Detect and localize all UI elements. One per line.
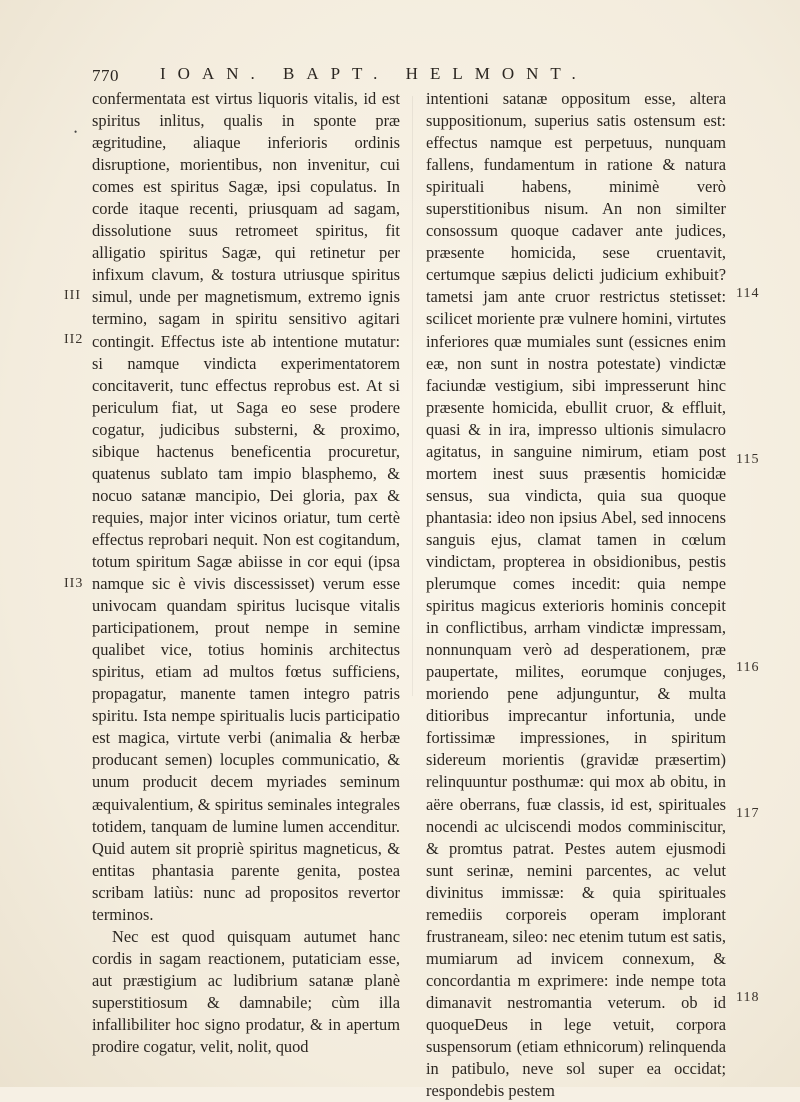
right-column [426, 88, 726, 1102]
left-column [92, 88, 400, 1058]
marginal-dot: • [74, 127, 78, 137]
margin-number-right: 118 [736, 990, 760, 1005]
margin-number-left: II3 [64, 576, 84, 591]
margin-number-right: 114 [736, 286, 760, 301]
right-paragraph: intentioni satanæ oppositum esse, altera suppositionum, superius satis ostensum est: effectus namque est perpetuus, nunquam fallens, fundamentum in ratione & natura spirituali habens, minimè verò superstitionibus nisum. An non similter consossum quoque cadaver ante judices, præsente homicida, sese cruentavit, certumque sæpius delicti judicium exhibuit? tametsi jam ante cruor restrictus stetisset: scilicet moriente præ vulnere homini, virtutes inferiores quæ mumiales sunt (essicnes enim eæ, non sunt in nostra potestate) vindictæ faciundæ vestigium, sibi impresserunt hinc præsente homicida, ebullit cruor, & effluit, quasi & in ira, impresso ultionis simulacro agitatus, in sanguine nimirum, etiam post mortem inest suus præsentis homicidæ sensus, sua vindicta, quia sua quoque phantasia: ideo non ipsius Abel, sed innocens sanguis ejus, clamat tamen in cœlum vindictam, propterea in obsidionibus, pestis plerumque comes incedit: quia nempe spiritus magicus exterioris hominis concepit in conflictibus, arrham vindictæ impressam, nonnunquam verò ad desperationem, præ paupertate, milites, eorumque conjuges, moriendo pene adjunguntur, & multa ditioribus imprecantur infortunia, unde fortissimæ impressiones, in spiritum sidereum morientis (gravidæ præsertim) relinquuntur posthumæ: qui mox ab obitu, in aëre oberrans, fuæ classis, id est, spirituales nocendi ac ulciscendi modos comminiscitur, & promtus patrat. Pestes autem ejusmodi sunt serinæ, nemini parcentes, ac velut divinitus immissæ: & quia spirituales remediis corporeis operam implorant frustraneam, sileo: nec etenim tutum est satis, mumiarum ad invicem connexum, & concordantia m exprimere: inde nempe tota dimanavit nestromantia veterum. ob id quoqueDeus in lege vetuit, corpora suspensorum (etiam ethnicorum) relinquenda in patibulo, neve sol super ea occidat; respondebis pestem [426, 89, 726, 1101]
running-head: IOAN. BAPT. HELMONT. [160, 64, 588, 83]
left-paragraph-2: Nec est quod quisquam autumet hanc cordis in sagam reactionem, putaticiam esse, aut præstigium ac ludibrium satanæ planè superstitiosum & damnabile; cùm illa infallibiliter hoc signo prodatur, & in apertum prodire cogatur, velit, nolit, quod [92, 926, 400, 1057]
left-paragraph-1: confermentata est virtus liquoris vitalis, id est spiritus inlitus, qualis in sponte præ ægritudine, aliaque inferioris ordinis disruptione, morientibus, non invenitur, cui comes est spiritus Sagæ, ipsi copulatus. In corde itaque recenti, priusquam ad sagam, dissolutione suus retromeet spiritus, fit alligatio spiritus Sagæ, qui retinetur per infixum clavum, & tostura utriusque spiritus simul, unde per magnetismum, extremo ignis termino, sagam in spiritu sensitivo agitari contingit. Effectus iste ab intentione mutatur: si namque vindicta experimentatorem concitaverit, tunc effectus reprobus est. At si periculum fiat, ut Saga eo sese prodere cogatur, judicibus substerni, & proximo, sibique hactenus beneficentia procuretur, quatenus sublato tam impio blasphemo, & nocuo satanæ mancipio, Dei gloria, pax & requies, major inter vicinos oriatur, tum certè effectus reprobari nequit. Non est cogitandum, totum spiritum Sagæ abiisse in cor equi (ipsa namque sic è vivis discessisset) verum esse univocam quandam spiritus lucisque vitalis participationem, prout nempe in semine qualibet vice, totius hominis architectus spiritus, etiam ad multos fœtus sufficiens, propagatur, manente tamen integro patris spiritu. Ista nempe spiritualis lucis participatio est magica, virtute verbi (animalia & herbæ producant semen) locuples communicatio, & unum producit decem myriades seminum æquivalentium, & spiritus seminales integrales totidem, tanquam de lumine lumen accenditur. Quid autem sit propriè spiritus magneticus, & entitas phantasia parente genita, postea scribam latiùs: nunc ad propositos revertor terminos. [92, 89, 400, 924]
margin-number-left: II2 [64, 332, 84, 347]
margin-number-right: 117 [736, 806, 760, 821]
margin-number-right: 115 [736, 452, 760, 467]
column-gutter [412, 96, 413, 696]
page-number: 770 [92, 66, 119, 85]
margin-number-right: 116 [736, 660, 760, 675]
page-header [92, 64, 732, 90]
margin-number-left: III [64, 288, 81, 303]
